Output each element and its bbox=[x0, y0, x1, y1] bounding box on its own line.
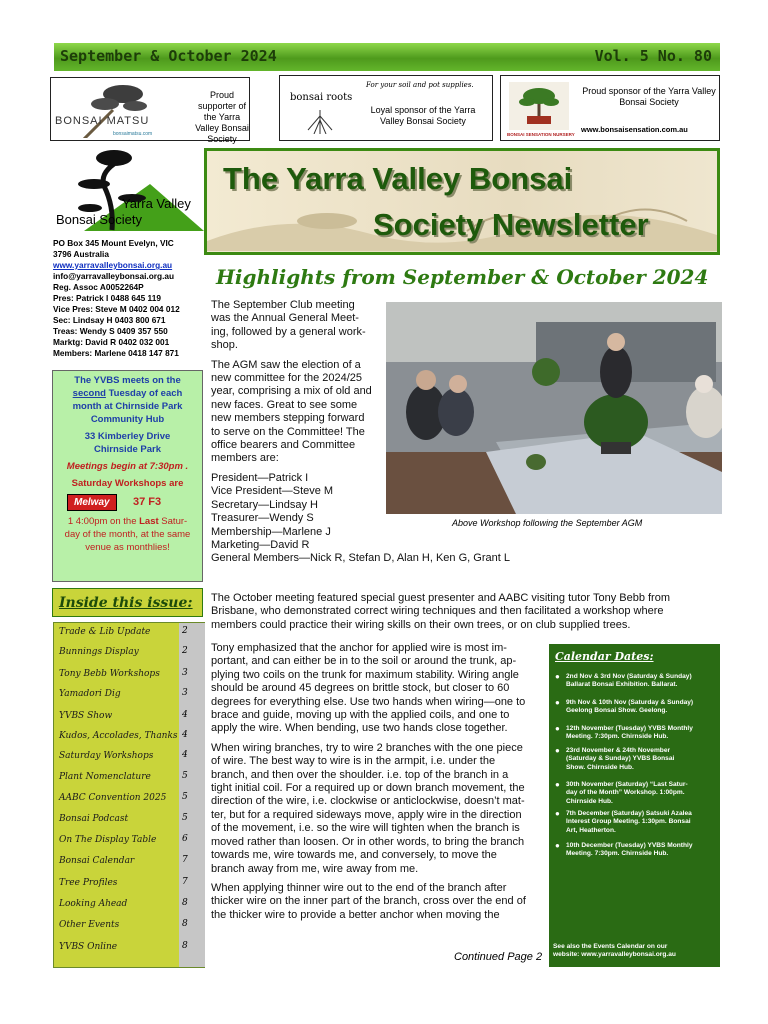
toc-title: Bonsai Calendar bbox=[59, 856, 135, 866]
article-line: new faces. Great to see some bbox=[211, 398, 358, 411]
bonsai-roots-logo: bonsai roots bbox=[290, 92, 353, 103]
toc-title: YVBS Online bbox=[59, 942, 118, 952]
toc-item[interactable] bbox=[54, 747, 206, 767]
article-line: Membership—Marlene J bbox=[211, 525, 331, 538]
calendar-event-line: Ballarat Bonsai Exhibition. Ballarat. bbox=[566, 681, 678, 689]
calendar-event-line: Geelong Bonsai Show. Geelong. bbox=[566, 707, 668, 715]
toc-page: 8 bbox=[182, 919, 188, 929]
article-line: Secretary—Lindsay H bbox=[211, 498, 318, 511]
article-line: the thicker wire to provide a better anchor when moving the bbox=[211, 908, 500, 921]
calendar-event-text bbox=[566, 725, 716, 742]
calendar-event-line: 10th December (Tuesday) YVBS Monthly bbox=[566, 842, 693, 849]
calendar-event-line: 23rd November & 24th November bbox=[566, 747, 671, 754]
bonsai-matsu-logo bbox=[53, 80, 193, 138]
toc-page: 5 bbox=[182, 771, 188, 781]
toc-item[interactable] bbox=[54, 895, 206, 915]
article-line: tight initial coil. For a required up or down branch movement, the bbox=[211, 782, 525, 795]
toc-title: Tree Profiles bbox=[59, 878, 118, 888]
ws-bold: Last bbox=[139, 516, 159, 527]
calendar-event-line: 2nd Nov & 3rd Nov (Saturday & Sunday) bbox=[566, 673, 692, 680]
bullet-icon: ● bbox=[555, 841, 560, 850]
logo-line-2: Bonsai Society bbox=[56, 212, 142, 227]
calendar-box bbox=[549, 644, 720, 967]
article-line: new members stepping forward bbox=[211, 412, 365, 425]
toc-page: 4 bbox=[182, 730, 188, 740]
article-line: plying two coils on the trunk for maximum stability. Wiring angle bbox=[211, 668, 519, 681]
calendar-event-text bbox=[566, 781, 716, 806]
bonsai-sensation-wordmark: BONSAI SENSATION NURSERY bbox=[507, 132, 575, 137]
toc-page: 3 bbox=[182, 668, 188, 678]
meets-emphasis: second bbox=[72, 388, 106, 399]
melway-map-ref: 37 F3 bbox=[133, 496, 162, 508]
workshops-line: Saturday Workshops are bbox=[71, 478, 184, 489]
ws-text: 1 4:00pm on the bbox=[67, 516, 140, 527]
article-line: year, comprising a mix of old and bbox=[211, 385, 372, 398]
toc-title: Tony Bebb Workshops bbox=[59, 669, 160, 679]
roots-icon bbox=[300, 110, 340, 134]
highlights-heading: Highlights from September & October 2024 bbox=[216, 265, 709, 289]
toc-page: 5 bbox=[182, 813, 188, 823]
bullet-icon: ● bbox=[555, 698, 560, 707]
toc-page: 4 bbox=[182, 750, 188, 760]
article-line: thicker wire on the inner part of the branch, cross over the end of bbox=[211, 895, 526, 908]
masthead-title-line-1: The Yarra Valley Bonsai bbox=[223, 161, 573, 196]
toc-title: On The Display Table bbox=[59, 835, 157, 845]
toc-page: 3 bbox=[182, 688, 188, 698]
article-line: The AGM saw the election of a bbox=[211, 358, 361, 371]
article-line: to serve on the Committee! The bbox=[211, 425, 365, 438]
bullet-icon: ● bbox=[555, 780, 560, 789]
toc-page: 2 bbox=[182, 646, 188, 656]
toc-item[interactable] bbox=[54, 623, 206, 643]
article-line: new committee for the 2024/25 bbox=[211, 372, 363, 385]
issue-date: September & October 2024 bbox=[60, 47, 277, 65]
article-line: was the Annual General Meet- bbox=[211, 312, 359, 325]
calendar-event-line: 12th November (Tuesday) YVBS Monthly bbox=[566, 725, 693, 732]
volume-number: Vol. 5 No. 80 bbox=[594, 47, 712, 65]
photo-caption: Above Workshop following the September AGM bbox=[452, 518, 643, 528]
toc-page: 8 bbox=[182, 898, 188, 908]
article-line: apply the wire. When bending, use two hands close together. bbox=[211, 722, 508, 735]
toc-item[interactable] bbox=[54, 938, 206, 958]
toc-title: Kudos, Accolades, Thanks bbox=[59, 731, 178, 741]
sponsor-3-url[interactable]: www.bonsaisensation.com.au bbox=[581, 125, 688, 134]
calendar-title: Calendar Dates: bbox=[555, 650, 654, 663]
article-line: Marketing—David R bbox=[211, 538, 310, 551]
toc-title: Other Events bbox=[59, 920, 120, 930]
issue-banner bbox=[54, 43, 720, 71]
calendar-event-text bbox=[566, 747, 716, 772]
toc-item[interactable] bbox=[54, 874, 206, 894]
article-line: branch away from me, wire away from me. bbox=[211, 862, 419, 875]
meets-line-rest: Tuesday of each bbox=[105, 388, 183, 399]
toc-item[interactable] bbox=[54, 707, 206, 727]
logo-line-1: Yarra Valley bbox=[122, 196, 191, 211]
calendar-event-text bbox=[566, 699, 716, 716]
sponsor-1-text: Proud supporter of the Yarra Valley Bonsai Society bbox=[195, 90, 249, 144]
calendar-event-line: 9th Nov & 10th Nov (Saturday & Sunday) bbox=[566, 699, 694, 706]
calendar-footer-line: See also the Events Calendar on our bbox=[553, 943, 668, 950]
october-paragraph bbox=[211, 592, 721, 632]
article-line: Tony emphasized that the anchor for applied wire is most im- bbox=[211, 642, 507, 654]
article-line: brace and guide, moving up with the applied coils, and one to bbox=[211, 709, 510, 722]
email-address[interactable]: info@yarravalleybonsai.org.au bbox=[53, 271, 175, 281]
calendar-event-text bbox=[566, 842, 716, 859]
toc-item[interactable] bbox=[54, 831, 206, 851]
workshops-time bbox=[53, 515, 202, 528]
toc-title: Looking Ahead bbox=[59, 899, 128, 909]
toc-item[interactable] bbox=[54, 789, 206, 809]
article-line: moved rather than loosen. Or in other words, to bring the branch bbox=[211, 835, 525, 848]
contact-line: Treas: Wendy S 0409 357 550 bbox=[53, 326, 168, 336]
ws-text: Satur- bbox=[158, 516, 188, 527]
contact-line: Vice Pres: Steve M 0402 004 012 bbox=[53, 304, 180, 314]
article-line: direction of the wire, i.e. clockwise or anticlockwise, doesn’t mat- bbox=[211, 795, 525, 808]
bullet-icon: ● bbox=[555, 672, 560, 681]
calendar-event-line: Show. Chirnside Hub. bbox=[566, 763, 634, 771]
toc-title: Plant Nomenclature bbox=[59, 772, 151, 782]
toc-page: 7 bbox=[182, 877, 188, 887]
contact-line: Members: Marlene 0418 147 871 bbox=[53, 348, 179, 358]
article-line: When wiring branches, try to wire 2 branches with the one piece bbox=[211, 741, 523, 754]
toc-item[interactable] bbox=[54, 810, 206, 830]
article-line: When applying thinner wire out to the end of the branch after bbox=[211, 881, 507, 894]
article-line: of wire. The best way to wire is in the armpit, i.e. under the bbox=[211, 755, 496, 768]
meets-suburb: Chirnside Park bbox=[93, 444, 162, 455]
article-line: should be around 45 degrees on brittle stock, but closer to 60 bbox=[211, 682, 510, 695]
melway-ref bbox=[53, 493, 202, 513]
article-line: office bearers and Committee bbox=[211, 439, 356, 452]
inside-issue-heading bbox=[52, 588, 203, 617]
toc-title: YVBS Show bbox=[59, 711, 113, 721]
toc-title: Saturday Workshops bbox=[59, 751, 154, 761]
meeting-info-box bbox=[52, 370, 203, 582]
toc-page: 8 bbox=[182, 941, 188, 951]
toc-page: 5 bbox=[182, 792, 188, 802]
workshops-line-3: venue as monthlies! bbox=[85, 542, 170, 553]
sponsor-bonsai-roots[interactable] bbox=[279, 75, 493, 141]
calendar-event-line: 30th November (Saturday) “Last Satur- bbox=[566, 781, 688, 788]
toc-item[interactable] bbox=[54, 768, 206, 788]
article-intro bbox=[211, 299, 510, 566]
toc-item[interactable] bbox=[54, 643, 206, 663]
meets-line: The YVBS meets on the bbox=[74, 375, 181, 386]
toc-title: Bunnings Display bbox=[59, 647, 139, 657]
article-line: The September Club meeting bbox=[211, 299, 355, 311]
sponsor-bonsai-matsu[interactable] bbox=[50, 77, 250, 144]
article-line: President—Patrick I bbox=[211, 471, 309, 484]
bullet-icon: ● bbox=[555, 746, 560, 755]
article-line: Treasurer—Wendy S bbox=[211, 512, 314, 525]
calendar-event-line: Interest Group Meeting. 1:30pm. Bonsai bbox=[566, 818, 691, 826]
calendar-event-line: Meeting. 7:30pm. Chirnside Hub. bbox=[566, 850, 669, 858]
bonsai-roots-tagline: For your soil and pot supplies. bbox=[366, 81, 474, 89]
meets-line: Community Hub bbox=[90, 414, 165, 425]
toc-item[interactable] bbox=[54, 727, 206, 747]
melway-logo: Melway bbox=[67, 494, 117, 511]
calendar-event-line: (Saturday & Sunday) YVBS Bonsai bbox=[566, 755, 675, 763]
website-link[interactable]: www.yarravalleybonsai.org.au bbox=[53, 260, 173, 270]
toc-item[interactable] bbox=[54, 685, 206, 705]
sponsor-3-text: Proud sponsor of the Yarra Valley Bonsai Society bbox=[582, 86, 716, 107]
article-line: General Members—Nick R, Stefan D, Alan H, Ken G, Grant L bbox=[211, 552, 510, 565]
toc-page: 4 bbox=[182, 710, 188, 720]
inside-issue-title: Inside this issue: bbox=[59, 595, 193, 611]
article-line: ing, followed by a general work- bbox=[211, 325, 366, 338]
calendar-event-text bbox=[566, 673, 716, 690]
calendar-event-line: Art, Heatherton. bbox=[566, 826, 616, 834]
article-line: Vice President—Steve M bbox=[211, 485, 334, 498]
article-line: Brisbane, who demonstrated correct wiring techniques and then facilitated a workshop where bbox=[211, 605, 664, 618]
bonsai-matsu-wordmark: BONSAI MATSU bbox=[55, 115, 150, 127]
wiring-article bbox=[211, 642, 549, 922]
contact-line: Sec: Lindsay H 0403 800 671 bbox=[53, 315, 166, 325]
article-line: towards me, wire towards me, and conversely, to move the bbox=[211, 849, 497, 862]
address-line: 3796 Australia bbox=[53, 249, 109, 259]
article-line: branch, and then over the shoulder. i.e. top of the branch in a bbox=[211, 768, 509, 781]
continued-note: Continued Page 2 bbox=[454, 951, 543, 963]
article-line: The October meeting featured special guest presenter and AABC visiting tutor Tony Bebb from bbox=[211, 592, 670, 604]
article-line: shop. bbox=[211, 339, 238, 352]
calendar-footer bbox=[553, 943, 719, 960]
calendar-footer-line[interactable]: website: www.yarravalleybonsai.org.au bbox=[553, 951, 676, 959]
bullet-icon: ● bbox=[555, 724, 560, 733]
article-line: degrees for everything else. Use two hands when wiring—one to bbox=[211, 695, 526, 708]
bonsai-matsu-url: bonsaimatsu.com bbox=[113, 131, 153, 137]
calendar-event-line: 7th December (Saturday) Satsuki Azalea bbox=[566, 810, 692, 817]
workshop-photo bbox=[386, 302, 722, 514]
article-line: members are: bbox=[211, 452, 279, 465]
article-line: of the movement, i.e. so the wire will tighten when the branch is bbox=[211, 822, 520, 835]
toc-page: 6 bbox=[182, 834, 188, 844]
meets-line: month at Chirnside Park bbox=[72, 401, 183, 412]
bullet-icon: ● bbox=[555, 809, 560, 818]
calendar-event-text bbox=[566, 810, 716, 835]
toc-item[interactable] bbox=[54, 665, 206, 685]
toc-title: Bonsai Podcast bbox=[59, 814, 129, 824]
article-line: ter, but for a required sideways move, apply wire in the direction bbox=[211, 808, 522, 821]
table-of-contents bbox=[53, 622, 205, 968]
toc-title: Yamadori Dig bbox=[59, 689, 121, 699]
contact-line: Pres: Patrick I 0488 645 119 bbox=[53, 293, 161, 303]
address-line: PO Box 345 Mount Evelyn, VIC bbox=[53, 238, 174, 248]
bonsai-sensation-logo bbox=[509, 82, 569, 130]
contact-block bbox=[53, 238, 203, 359]
calendar-event-line: Chirnside Hub. bbox=[566, 797, 613, 805]
contact-line: Reg. Assoc A0052264P bbox=[53, 282, 144, 292]
sponsor-2-text: Loyal sponsor of the Yarra Valley Bonsai Society bbox=[370, 105, 476, 126]
masthead-title-line-2: Society Newsletter bbox=[373, 207, 649, 242]
toc-page: 7 bbox=[182, 855, 188, 865]
toc-title: AABC Convention 2025 bbox=[59, 793, 167, 803]
workshops-line-2: day of the month, at the same bbox=[64, 529, 191, 540]
masthead bbox=[204, 148, 720, 255]
article-line: members could practice their wiring skills on their own trees, or on club supplied trees. bbox=[211, 618, 631, 631]
meets-line bbox=[53, 387, 202, 400]
meets-time: Meetings begin at 7:30pm . bbox=[66, 461, 189, 472]
calendar-event-line: day of the Month” Workshop. 1:00pm. bbox=[566, 789, 685, 797]
contact-line: Marktg: David R 0402 032 001 bbox=[53, 337, 170, 347]
toc-item[interactable] bbox=[54, 916, 206, 936]
toc-title: Trade & Lib Update bbox=[59, 627, 151, 637]
meets-address: 33 Kimberley Drive bbox=[84, 431, 171, 442]
article-line: portant, and can either be in to the soil or around the trunk, ap- bbox=[211, 655, 517, 668]
toc-item[interactable] bbox=[54, 852, 206, 872]
toc-page: 2 bbox=[182, 626, 188, 636]
calendar-event-line: Meeting. 7:30pm. Chirnside Hub. bbox=[566, 733, 669, 741]
sponsor-bonsai-sensation[interactable] bbox=[500, 75, 720, 141]
